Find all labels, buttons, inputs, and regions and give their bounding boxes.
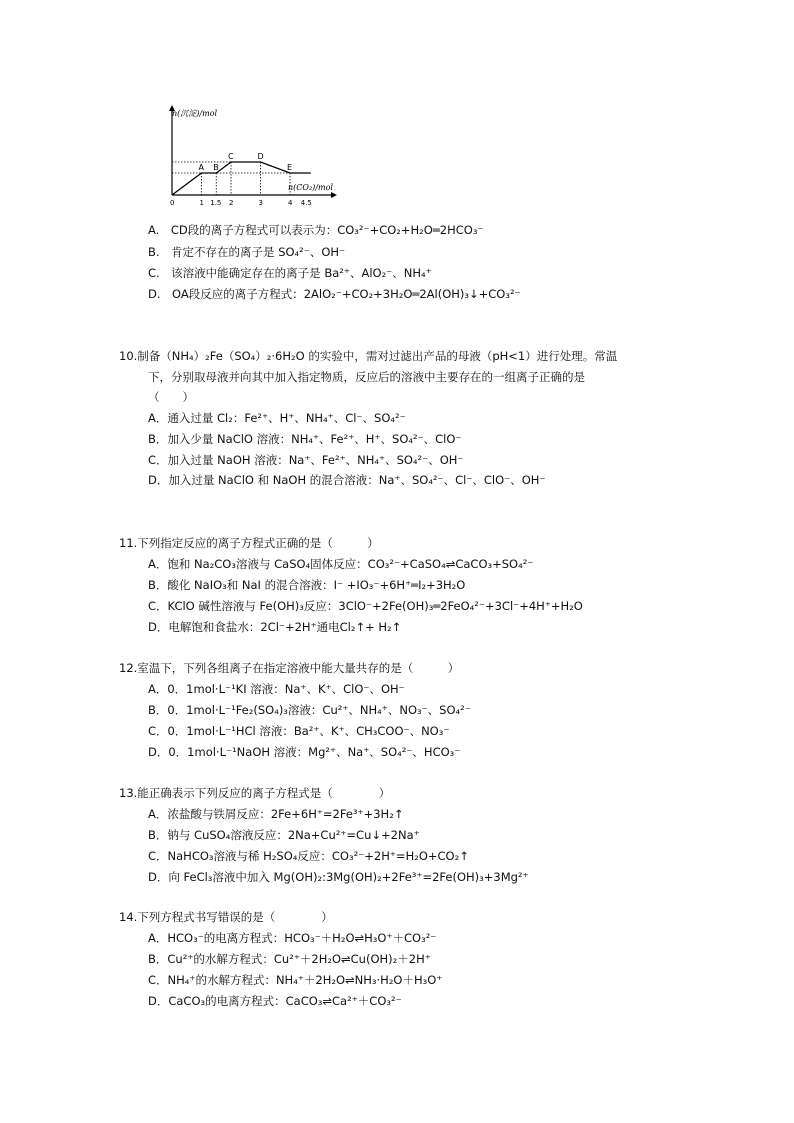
x-tick-label-2: 2 — [229, 199, 234, 207]
point-label-E: E — [287, 163, 293, 172]
q11-option-d[interactable]: D．电解饱和食盐水：2Cl⁻+2H⁺通电Cl₂↑+ H₂↑ — [148, 620, 402, 634]
q10-option-b[interactable]: B．加入少量 NaClO 溶液：NH₄⁺、Fe²⁺、H⁺、SO₄²⁻、ClO⁻ — [148, 432, 462, 446]
x-tick-label-4: 4 — [288, 199, 293, 207]
chart-guides — [172, 162, 305, 195]
chart-labels — [170, 152, 312, 207]
q10-title-line3: （ ） — [148, 390, 194, 404]
x-tick-label-0: 0 — [170, 199, 175, 207]
q10-option-a[interactable]: A．通入过量 Cl₂：Fe²⁺、H⁺、NH₄⁺、Cl⁻、SO₄²⁻ — [148, 411, 406, 425]
chart-svg — [160, 102, 340, 208]
chart-ylabel: n(沉淀)/mol — [172, 109, 218, 118]
q13-option-b[interactable]: B．钠与 CuSO₄溶液反应：2Na+Cu²⁺=Cu↓+2Na⁺ — [148, 828, 420, 842]
q9-option-a[interactable]: A. CD段的离子方程式可以表示为：CO₃²⁻+CO₂+H₂O═2HCO₃⁻ — [148, 223, 484, 237]
q12-title: 12.室温下，下列各组离子在指定溶液中能大量共存的是（ ） — [119, 661, 460, 675]
q14-option-c[interactable]: C．NH₄⁺的水解方程式：NH₄⁺＋2H₂O⇌NH₃·H₂O＋H₃O⁺ — [148, 973, 443, 987]
q11-option-a[interactable]: A．饱和 Na₂CO₃溶液与 CaSO₄固体反应：CO₃²⁻+CaSO₄⇌CaCO₃+SO₄²⁻ — [148, 557, 534, 571]
q13-option-d[interactable]: D．向 FeCl₃溶液中加入 Mg(OH)₂:3Mg(OH)₂+2Fe³⁺=2Fe(OH)₃+3Mg²⁺ — [148, 870, 529, 884]
q9-option-c[interactable]: C. 该溶液中能确定存在的离子是 Ba²⁺、AlO₂⁻、NH₄⁺ — [148, 266, 432, 280]
q11-option-b[interactable]: B．酸化 NaIO₃和 NaI 的混合溶液：I⁻ +IO₃⁻+6H⁺═I₂+3H₂O — [148, 578, 466, 592]
q14-option-d[interactable]: D．CaCO₃的电离方程式：CaCO₃⇌Ca²⁺＋CO₃²⁻ — [148, 994, 402, 1008]
q10-option-d[interactable]: D．加入过量 NaClO 和 NaOH 的混合溶液：Na⁺、SO₄²⁻、Cl⁻、ClO⁻、OH⁻ — [148, 473, 546, 487]
q9-option-d[interactable]: D. OA段反应的离子方程式：2AlO₂⁻+CO₂+3H₂O═2Al(OH)₃↓+CO₃²⁻ — [148, 287, 521, 301]
chart-xlabel: n(CO₂)/mol — [288, 183, 333, 192]
q12-option-b[interactable]: B．0．1mol·L⁻¹Fe₂(SO₄)₃溶液：Cu²⁺、NH₄⁺、NO₃⁻、SO₄²⁻ — [148, 703, 471, 717]
q12-option-c[interactable]: C．0．1mol·L⁻¹HCl 溶液：Ba²⁺、K⁺、CH₃COO⁻、NO₃⁻ — [148, 724, 450, 738]
q14-option-a[interactable]: A．HCO₃⁻的电离方程式：HCO₃⁻＋H₂O⇌H₃O⁺＋CO₃²⁻ — [148, 931, 437, 945]
q11-option-c[interactable]: C．KClO 碱性溶液与 Fe(OH)₃反应：3ClO⁻+2Fe(OH)₃═2FeO₄²⁻+3Cl⁻+4H⁺+H₂O — [148, 599, 583, 613]
precipitate-co2-chart — [160, 102, 340, 208]
q12-option-d[interactable]: D．0．1mol·L⁻¹NaOH 溶液：Mg²⁺、Na⁺、SO₄²⁻、HCO₃⁻ — [148, 745, 461, 759]
point-label-C: C — [228, 152, 234, 161]
q13-option-a[interactable]: A．浓盐酸与铁屑反应：2Fe+6H⁺=2Fe³⁺+3H₂↑ — [148, 807, 404, 821]
q10-title-line1: 10.制备（NH₄）₂Fe（SO₄）₂·6H₂O 的实验中，需对过滤出产品的母液（pH<1）进行处理。常温 — [119, 349, 618, 363]
x-axis-arrow — [331, 192, 337, 198]
q13-title: 13.能正确表示下列反应的离子方程式是（ ） — [119, 786, 391, 800]
q9-option-b[interactable]: B. 肯定不存在的离子是 SO₄²⁻、OH⁻ — [148, 245, 346, 259]
q14-title: 14.下列方程式书写错误的是（ ） — [119, 910, 333, 924]
q12-option-a[interactable]: A．0．1mol·L⁻¹KI 溶液：Na⁺、K⁺、ClO⁻、OH⁻ — [148, 682, 405, 696]
q10-title-line2: 下，分别取母液并向其中加入指定物质，反应后的溶液中主要存在的一组离子正确的是 — [148, 370, 585, 384]
q10-option-c[interactable]: C．加入过量 NaOH 溶液：Na⁺、Fe²⁺、NH₄⁺、SO₄²⁻、OH⁻ — [148, 453, 464, 467]
point-label-D: D — [257, 152, 264, 161]
q11-title: 11.下列指定反应的离子方程式正确的是（ ） — [119, 536, 379, 550]
x-tick-label-3: 3 — [258, 199, 263, 207]
point-label-B: B — [213, 163, 219, 172]
x-tick-label-4_5: 4.5 — [300, 199, 312, 207]
q14-option-b[interactable]: B．Cu²⁺的水解方程式：Cu²⁺＋2H₂O⇌Cu(OH)₂＋2H⁺ — [148, 952, 431, 966]
q13-option-c[interactable]: C．NaHCO₃溶液与稀 H₂SO₄反应：CO₃²⁻+2H⁺=H₂O+CO₂↑ — [148, 849, 469, 863]
x-tick-label-1: 1 — [199, 199, 204, 207]
point-label-A: A — [198, 163, 204, 172]
x-tick-label-1_5: 1.5 — [210, 199, 222, 207]
